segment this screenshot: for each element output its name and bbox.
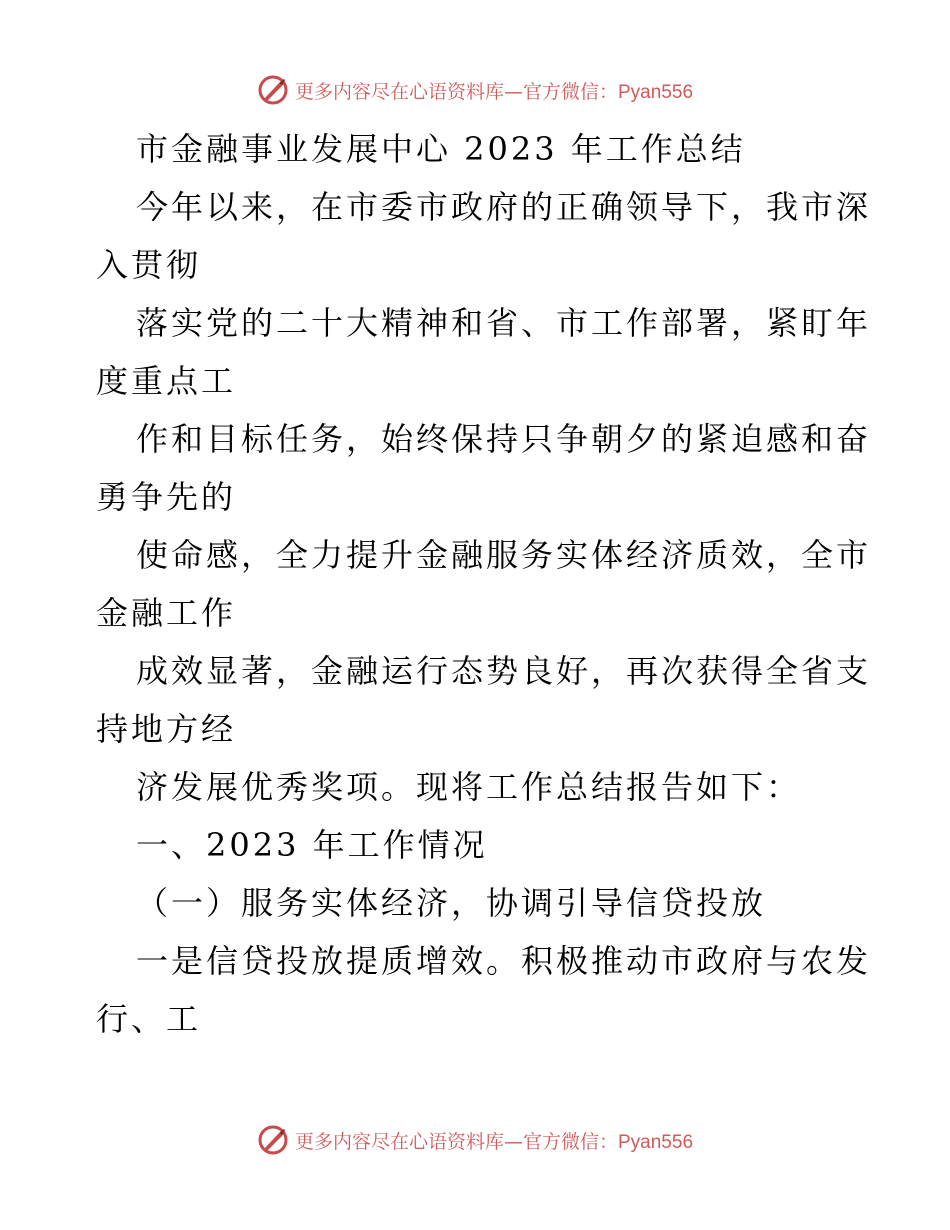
paragraph-line: 行、工: [96, 1000, 202, 1038]
footer-watermark: [0, 1120, 950, 1160]
watermark-text: 更多内容尽在心语资料库—官方微信：Pyan556: [294, 1130, 694, 1153]
paragraph-line: 落实党的二十大精神和省、市工作部署，紧盯年: [136, 304, 872, 342]
document-body: [96, 120, 872, 1048]
wechat-id: Pyan556: [618, 81, 694, 103]
watermark-text: 更多内容尽在心语资料库—官方微信：Pyan556: [294, 80, 694, 103]
paragraph-line: 济发展优秀奖项。现将工作总结报告如下：: [136, 768, 802, 806]
subsection-heading: （一）服务实体经济，协调引导信贷投放: [136, 884, 767, 922]
quill-pen-seal-icon: [257, 74, 289, 106]
paragraph-line: 入贯彻: [96, 246, 202, 284]
paragraph-line: 作和目标任务，始终保持只争朝夕的紧迫感和奋: [136, 420, 872, 458]
paragraph-line: 使命感，全力提升金融服务实体经济质效，全市: [136, 536, 872, 574]
paragraph-line: 度重点工: [96, 362, 237, 400]
paragraph-line: 金融工作: [96, 594, 237, 632]
section-heading: 一、2023 年工作情况: [136, 826, 488, 864]
wechat-id: Pyan556: [618, 1131, 694, 1153]
paragraph-line: 今年以来，在市委市政府的正确领导下，我市深: [136, 188, 872, 226]
document-title: 市金融事业发展中心 2023 年工作总结: [136, 130, 746, 168]
header-watermark: [0, 70, 950, 110]
paragraph-line: 持地方经: [96, 710, 237, 748]
paragraph-line: 一是信贷投放提质增效。积极推动市政府与农发: [136, 942, 872, 980]
paragraph-line: 成效显著，金融运行态势良好，再次获得全省支: [136, 652, 872, 690]
paragraph-line: 勇争先的: [96, 478, 237, 516]
quill-pen-seal-icon: [257, 1124, 289, 1156]
